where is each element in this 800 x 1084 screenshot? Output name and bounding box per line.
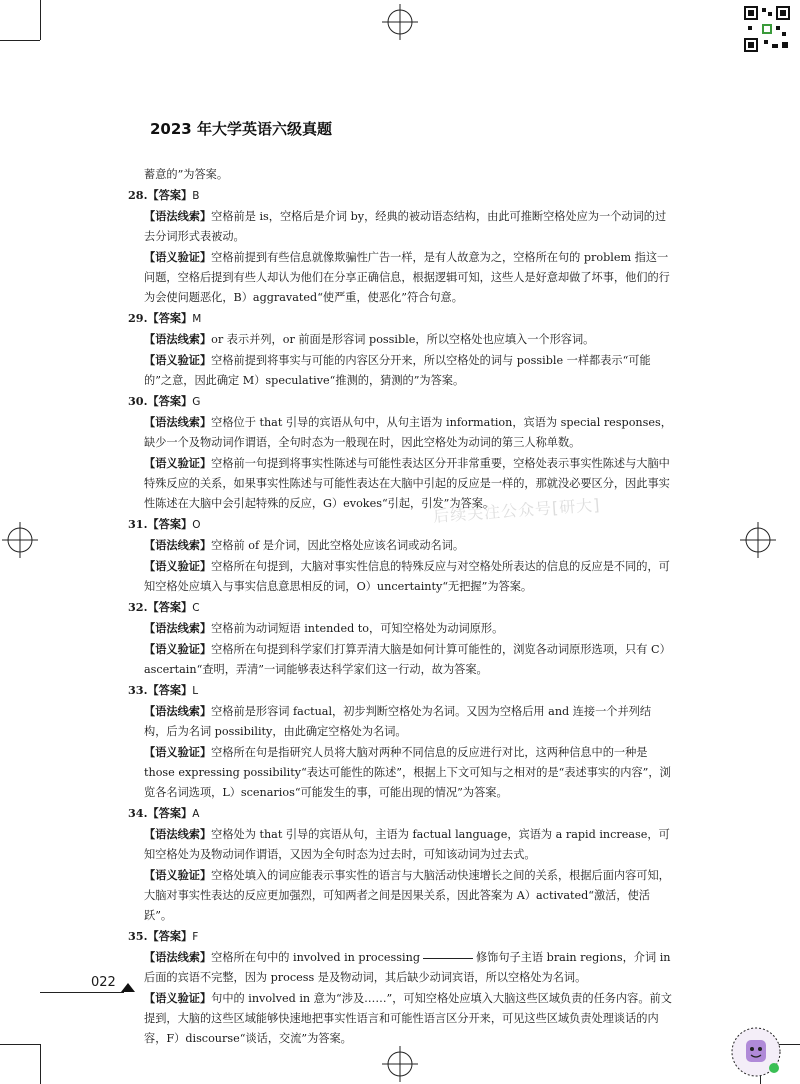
qr-code-icon bbox=[742, 4, 792, 54]
grammar-text-post: 修饰句子主语 brain regions，介词 in 后面的宾语不完整，因为 process 是及物动词，其后缺少动词宾语，所以空格处为名词。 bbox=[144, 951, 671, 984]
crop-mark bbox=[40, 0, 41, 40]
answer-letter: F bbox=[192, 931, 199, 943]
footer-rule bbox=[40, 992, 124, 993]
answer-label: 【答案】 bbox=[147, 929, 193, 943]
question-number: 35. bbox=[128, 929, 148, 943]
grammar-tag: 【语法线索】 bbox=[144, 415, 212, 429]
meaning-tag: 【语义验证】 bbox=[144, 642, 212, 656]
page-number: 022 bbox=[91, 975, 116, 990]
question-number: 32. bbox=[128, 600, 148, 614]
grammar-tag: 【语法线索】 bbox=[144, 538, 212, 552]
grammar-tag: 【语法线索】 bbox=[144, 209, 212, 223]
answer-letter: G bbox=[192, 396, 201, 408]
answer-letter: C bbox=[192, 602, 200, 614]
registration-mark bbox=[2, 522, 38, 558]
grammar-text: 空格前为动词短语 intended to，可知空格处为动词原形。 bbox=[211, 622, 504, 635]
grammar-text: 空格前 of 是介词，因此空格处应该名词或动名词。 bbox=[211, 539, 465, 552]
answer-label: 【答案】 bbox=[147, 683, 193, 697]
meaning-text: 空格前一句提到将事实性陈述与可能性表达区分开非常重要，空格处表示事实性陈述与大脑中特殊反应的关系，如果事实性陈述与可能性表达在大脑中引起的反应是一样的，那就没必要区分，因此事实性陈述在大脑中会引起特殊的反应，G）evokes“引起，引发”为答案。 bbox=[144, 457, 670, 510]
meaning-tag: 【语义验证】 bbox=[144, 250, 212, 264]
meaning-text: 句中的 involved in 意为“涉及……”，可知空格处应填入大脑这些区域负责的任务内容。前文提到，大脑的这些区域能够快速地把事实性语言和可能性语言区分开来，可见这些区域负责处理谈话的内容，F）discourse“谈话，交流”为答案。 bbox=[144, 992, 672, 1045]
grammar-tag: 【语法线索】 bbox=[144, 332, 212, 346]
grammar-text: 空格处为 that 引导的宾语从句，主语为 factual language，宾语为 a rapid increase，可知空格处为及物动词作谓语，又因为全句时态为过去时，可知该动词为过去式。 bbox=[144, 828, 670, 861]
blank-line bbox=[423, 958, 473, 959]
watermark: 后续关注公众号[研大] bbox=[432, 495, 602, 526]
intro-text: 蓄意的”为答案。 bbox=[144, 168, 229, 181]
meaning-tag: 【语义验证】 bbox=[144, 868, 212, 882]
answer-label: 【答案】 bbox=[147, 394, 193, 408]
question-number: 29. bbox=[128, 311, 148, 325]
grammar-text-pre: 空格所在句中的 involved in processing bbox=[211, 951, 420, 964]
registration-mark bbox=[382, 4, 418, 40]
answer-letter: O bbox=[192, 519, 201, 531]
question-item bbox=[128, 308, 673, 391]
answer-letter: M bbox=[192, 313, 202, 325]
crop-mark bbox=[0, 1044, 40, 1045]
grammar-tag: 【语法线索】 bbox=[144, 827, 212, 841]
question-item bbox=[128, 514, 673, 597]
answer-label: 【答案】 bbox=[147, 600, 193, 614]
grammar-text: 空格前是 is，空格后是介词 by，经典的被动语态结构，由此可推断空格处应为一个动词的过去分词形式表被动。 bbox=[144, 210, 667, 243]
question-item bbox=[128, 803, 673, 926]
meaning-text: 空格所在句提到，大脑对事实性信息的特殊反应与对空格处所表达的信息的反应是不同的，可知空格处应填入与事实信息意思相反的词，O）uncertainty“无把握”为答案。 bbox=[144, 560, 670, 593]
question-item bbox=[128, 391, 673, 514]
meaning-text: 空格前提到有些信息就像欺骗性广告一样，是有人故意为之，空格所在句的 problem 指这一问题，空格后提到有些人却认为他们在分享正确信息，根据逻辑可知，这些人是好意却做了坏事，他们的行为会使问题恶化，B）aggravated“使严重，使恶化”符合句意。 bbox=[144, 251, 670, 304]
crop-mark bbox=[40, 1044, 41, 1084]
grammar-tag: 【语法线索】 bbox=[144, 950, 212, 964]
answer-label: 【答案】 bbox=[147, 311, 193, 325]
grammar-text: or 表示并列，or 前面是形容词 possible，所以空格处也应填入一个形容词。 bbox=[211, 333, 595, 346]
grammar-text: 空格位于 that 引导的宾语从句中，从句主语为 information，宾语为 special responses，缺少一个及物动词作谓语，全句时态为一般现在时，因此空格处为动词的第三人称单数。 bbox=[144, 416, 672, 449]
meaning-tag: 【语义验证】 bbox=[144, 745, 212, 759]
question-number: 31. bbox=[128, 517, 148, 531]
answer-letter: L bbox=[192, 685, 199, 697]
sticker-icon bbox=[726, 1024, 786, 1080]
meaning-tag: 【语义验证】 bbox=[144, 559, 212, 573]
meaning-text: 空格处填入的词应能表示事实性的语言与大脑活动快速增长之间的关系，根据后面内容可知，大脑对事实性表达的反应更加强烈，可知两者之间是因果关系，因此答案为 A）activated“激活，使活跃”。 bbox=[144, 869, 670, 922]
meaning-text: 空格所在句是指研究人员将大脑对两种不同信息的反应进行对比，这两种信息中的一种是 those expressing possibility“表达可能性的陈述”，根据上下文可知与之相对的是“表述事实的内容”，浏览各名词选项，L）scenarios“可能发生的事，可能出现的情况”为答案。 bbox=[144, 746, 671, 799]
answer-label: 【答案】 bbox=[147, 188, 193, 202]
footer-triangle-icon bbox=[121, 983, 135, 992]
answer-label: 【答案】 bbox=[147, 806, 193, 820]
question-item bbox=[128, 680, 673, 803]
meaning-tag: 【语义验证】 bbox=[144, 991, 212, 1005]
answer-letter: A bbox=[192, 808, 200, 820]
grammar-text: 空格前是形容词 factual，初步判断空格处为名词。又因为空格后用 and 连接一个并列结构，后为名词 possibility，由此确定空格处为名词。 bbox=[144, 705, 652, 738]
grammar-tag: 【语法线索】 bbox=[144, 704, 212, 718]
answer-label: 【答案】 bbox=[147, 517, 193, 531]
registration-mark bbox=[740, 522, 776, 558]
question-number: 30. bbox=[128, 394, 148, 408]
meaning-tag: 【语义验证】 bbox=[144, 456, 212, 470]
question-item bbox=[128, 597, 673, 680]
page-header-title: 2023 年大学英语六级真题 bbox=[150, 120, 332, 138]
question-item bbox=[128, 185, 673, 308]
answer-letter: B bbox=[192, 190, 200, 202]
question-number: 34. bbox=[128, 806, 148, 820]
question-item bbox=[128, 926, 673, 1049]
grammar-tag: 【语法线索】 bbox=[144, 621, 212, 635]
registration-mark bbox=[382, 1046, 418, 1082]
question-number: 28. bbox=[128, 188, 148, 202]
meaning-text: 空格前提到将事实与可能的内容区分开来，所以空格处的词与 possible 一样都表示“可能的”之意，因此确定 M）speculative“推测的，猜测的”为答案。 bbox=[144, 354, 651, 387]
meaning-text: 空格所在句提到科学家们打算弄清大脑是如何计算可能性的，浏览各动词原形选项，只有 C）ascertain“查明，弄清”一词能够表达科学家们这一行动，故为答案。 bbox=[144, 643, 671, 676]
answer-explanations bbox=[128, 165, 673, 1049]
question-number: 33. bbox=[128, 683, 148, 697]
meaning-tag: 【语义验证】 bbox=[144, 353, 212, 367]
crop-mark bbox=[0, 40, 40, 41]
